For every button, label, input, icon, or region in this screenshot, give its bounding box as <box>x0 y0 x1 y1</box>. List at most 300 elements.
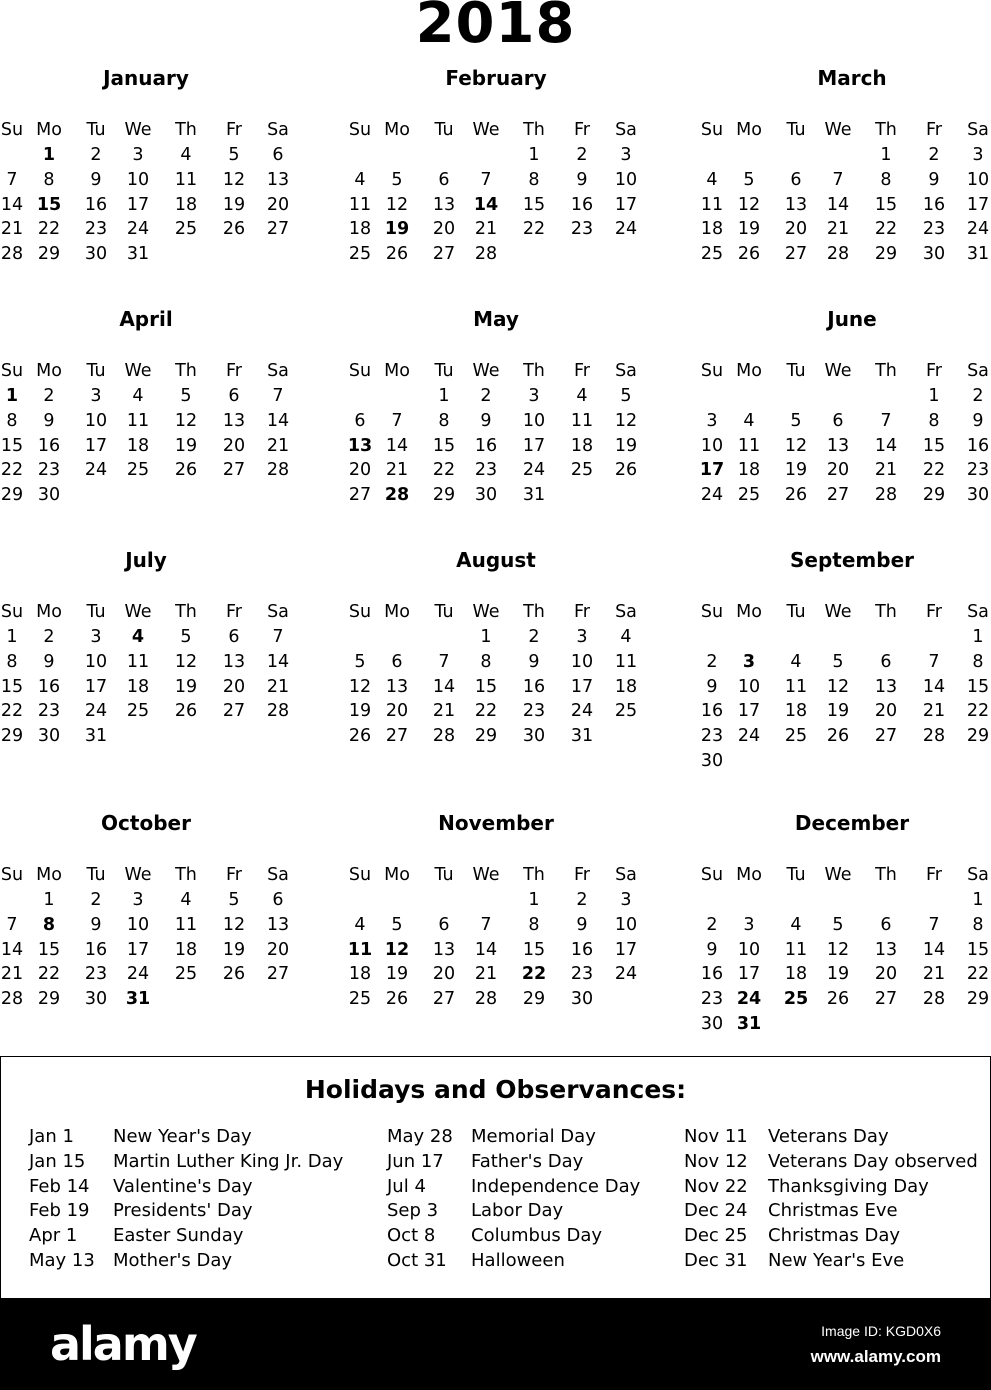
day-cell: 6 <box>391 651 403 672</box>
day-cell: 19 <box>737 219 761 240</box>
day-cell: 9 <box>43 410 55 431</box>
holiday-column <box>29 1125 344 1274</box>
holiday-date: Jan 15 <box>29 1150 86 1172</box>
day-cell: 7 <box>880 410 892 431</box>
day-cell: 23 <box>37 701 61 722</box>
day-cell: 18 <box>348 219 372 240</box>
day-cell: 29 <box>432 485 456 506</box>
weekday-label: Tu <box>786 865 806 885</box>
week-row <box>0 434 300 459</box>
day-cell: 21 <box>432 701 456 722</box>
holiday-date: Jan 1 <box>29 1126 74 1147</box>
day-cell: 9 <box>706 939 718 960</box>
day-cell: 3 <box>706 410 718 431</box>
day-cell: 25 <box>614 701 638 722</box>
day-cell: 22 <box>0 460 24 481</box>
day-cell: 7 <box>391 410 403 431</box>
day-cell: 10 <box>522 410 546 431</box>
weekday-label: Th <box>175 361 197 381</box>
day-cell: 29 <box>966 989 990 1010</box>
day-cell: 6 <box>880 914 892 935</box>
day-cell: 29 <box>874 244 898 265</box>
holiday-entry <box>387 1249 677 1274</box>
weekday-header <box>0 118 300 143</box>
day-cell: 20 <box>385 701 409 722</box>
day-cell: 4 <box>790 651 802 672</box>
day-cell: 17 <box>84 435 108 456</box>
day-cell: 6 <box>438 169 450 190</box>
day-cell: 15 <box>966 676 990 697</box>
day-cell: 14 <box>385 435 409 456</box>
day-cell: 17 <box>570 676 594 697</box>
holiday-date: Nov 11 <box>684 1126 748 1147</box>
weekday-label: We <box>124 602 152 622</box>
day-cell: 10 <box>737 939 761 960</box>
day-cell: 27 <box>385 726 409 747</box>
day-cell: 3 <box>132 890 144 910</box>
month-july <box>0 548 300 788</box>
day-cell: 28 <box>922 989 946 1010</box>
day-cell: 26 <box>222 219 246 240</box>
day-cell: 6 <box>790 169 802 190</box>
day-cell: 2 <box>972 386 984 406</box>
day-cell: 16 <box>84 939 108 960</box>
day-cell: 10 <box>737 676 761 697</box>
holiday-date: Nov 12 <box>684 1150 748 1172</box>
weekday-label: Sa <box>967 120 989 140</box>
day-cell: 6 <box>228 386 240 406</box>
weekday-label: Mo <box>36 602 62 622</box>
weekday-label: Th <box>875 865 897 885</box>
weekday-label: Su <box>0 602 24 622</box>
weekday-label: Th <box>875 602 897 622</box>
holiday-name: Easter Sunday <box>113 1225 244 1247</box>
day-cell: 20 <box>432 964 456 985</box>
day-cell: 12 <box>222 169 246 190</box>
day-cell: 5 <box>391 169 403 190</box>
day-cell: 3 <box>90 386 102 406</box>
day-cell: 4 <box>354 169 366 190</box>
holiday-name: Columbus Day <box>471 1225 603 1247</box>
weekday-label: Fr <box>926 361 942 381</box>
weekday-label: Sa <box>615 865 637 885</box>
week-row <box>700 913 991 938</box>
day-cell: 5 <box>832 651 844 672</box>
day-cell: 31 <box>966 244 990 265</box>
weekday-label: Mo <box>36 865 62 885</box>
day-cell: 27 <box>826 485 850 506</box>
holiday-date: Feb 19 <box>29 1200 90 1222</box>
day-cell: 24 <box>126 964 150 985</box>
week-row <box>700 143 991 168</box>
day-cell: 14 <box>0 939 24 960</box>
day-cell: 11 <box>174 914 198 935</box>
week-row <box>0 483 300 508</box>
day-cell: 9 <box>90 169 102 190</box>
weekday-label: Th <box>175 602 197 622</box>
day-cell: 26 <box>348 726 372 747</box>
day-cell: 29 <box>0 485 24 506</box>
day-cell: 11 <box>126 410 150 431</box>
week-row <box>348 242 648 267</box>
day-cell: 14 <box>874 435 898 456</box>
day-cell: 26 <box>614 460 638 481</box>
day-cell: 26 <box>737 244 761 265</box>
day-cell: 20 <box>826 460 850 481</box>
day-cell: 1 <box>528 145 540 165</box>
holiday-day-cell: 25 <box>783 989 809 1010</box>
holiday-entry <box>387 1175 677 1200</box>
day-cell: 6 <box>354 410 366 431</box>
weekday-label: Mo <box>384 361 410 381</box>
day-cell: 23 <box>570 964 594 985</box>
day-cell: 1 <box>972 890 984 910</box>
month-december <box>700 811 991 1051</box>
day-cell: 2 <box>43 386 55 406</box>
weekday-label: Fr <box>574 602 590 622</box>
week-row <box>700 409 991 434</box>
day-cell: 24 <box>84 460 108 481</box>
day-cell: 17 <box>966 194 990 215</box>
week-row <box>348 409 648 434</box>
weekday-label: Su <box>0 865 24 885</box>
day-cell: 6 <box>880 651 892 672</box>
day-cell: 4 <box>743 410 755 431</box>
day-cell: 8 <box>880 169 892 190</box>
week-row <box>700 384 991 409</box>
weekday-header <box>700 118 991 143</box>
weekday-label: Mo <box>384 120 410 140</box>
day-cell: 27 <box>222 701 246 722</box>
day-cell: 16 <box>700 964 724 985</box>
week-row <box>700 1012 991 1037</box>
month-name: August <box>456 548 536 572</box>
day-cell: 14 <box>0 194 24 215</box>
day-cell: 15 <box>37 939 61 960</box>
day-cell: 22 <box>474 701 498 722</box>
holiday-name: Christmas Eve <box>768 1200 898 1222</box>
day-cell: 20 <box>874 701 898 722</box>
day-cell: 25 <box>126 701 150 722</box>
day-cell: 10 <box>614 169 638 190</box>
day-cell: 13 <box>874 676 898 697</box>
weekday-header <box>348 863 648 888</box>
day-cell: 3 <box>620 890 632 910</box>
day-cell: 8 <box>6 651 18 672</box>
day-cell: 11 <box>174 169 198 190</box>
day-cell: 23 <box>522 701 546 722</box>
day-cell: 25 <box>700 244 724 265</box>
week-row <box>348 938 648 963</box>
week-row <box>348 650 648 675</box>
day-cell: 23 <box>700 989 724 1010</box>
holidays-title: Holidays and Observances: <box>304 1075 687 1104</box>
month-name: October <box>101 811 191 835</box>
holiday-name: Labor Day <box>471 1200 564 1222</box>
holiday-entry <box>29 1199 319 1224</box>
day-cell: 4 <box>132 386 144 406</box>
weekday-label: Fr <box>574 361 590 381</box>
day-cell: 1 <box>438 386 450 406</box>
holiday-name: Thanksgiving Day <box>768 1175 929 1197</box>
day-cell: 6 <box>272 890 284 910</box>
day-cell: 9 <box>928 169 940 190</box>
holiday-day-cell: 15 <box>36 194 62 215</box>
holiday-name: Valentine's Day <box>113 1175 253 1197</box>
weekday-label: Th <box>175 865 197 885</box>
weekday-label: Tu <box>786 361 806 381</box>
day-cell: 21 <box>385 460 409 481</box>
weekday-label: Fr <box>926 865 942 885</box>
day-cell: 11 <box>570 410 594 431</box>
day-cell: 30 <box>522 726 546 747</box>
day-cell: 1 <box>480 627 492 647</box>
day-cell: 13 <box>266 169 290 190</box>
holiday-date: Apr 1 <box>29 1225 78 1247</box>
week-row <box>700 699 991 724</box>
day-cell: 29 <box>37 989 61 1010</box>
day-cell: 16 <box>570 194 594 215</box>
month-november <box>348 811 648 1051</box>
week-row <box>0 650 300 675</box>
day-cell: 20 <box>222 435 246 456</box>
day-cell: 18 <box>784 964 808 985</box>
day-cell: 4 <box>790 914 802 935</box>
month-name: December <box>794 811 910 835</box>
weekday-label: Sa <box>267 120 289 140</box>
week-row <box>0 384 300 409</box>
day-cell: 16 <box>922 194 946 215</box>
day-cell: 22 <box>922 460 946 481</box>
day-cell: 4 <box>180 890 192 910</box>
day-cell: 9 <box>90 914 102 935</box>
day-cell: 17 <box>614 194 638 215</box>
month-august <box>348 548 648 788</box>
day-cell: 7 <box>6 169 18 190</box>
weekday-label: Tu <box>86 865 106 885</box>
holiday-day-cell: 4 <box>131 627 145 647</box>
day-cell: 8 <box>972 651 984 672</box>
week-row <box>0 409 300 434</box>
day-cell: 13 <box>266 914 290 935</box>
day-cell: 3 <box>972 145 984 165</box>
week-row <box>348 675 648 700</box>
day-cell: 2 <box>576 145 588 165</box>
day-cell: 12 <box>174 410 198 431</box>
day-cell: 15 <box>874 194 898 215</box>
day-cell: 12 <box>826 939 850 960</box>
week-row <box>0 193 300 218</box>
holiday-name: Independence Day <box>471 1175 641 1197</box>
day-cell: 21 <box>0 219 24 240</box>
day-cell: 13 <box>432 194 456 215</box>
holiday-entry <box>29 1175 319 1200</box>
day-cell: 6 <box>272 145 284 165</box>
day-cell: 7 <box>480 914 492 935</box>
weekday-label: Tu <box>434 120 454 140</box>
calendar-year-title: 2018 <box>415 0 576 56</box>
weekday-label: Su <box>348 602 372 622</box>
day-cell: 30 <box>966 485 990 506</box>
week-row <box>348 193 648 218</box>
day-cell: 27 <box>266 219 290 240</box>
holiday-day-cell: 28 <box>384 485 410 506</box>
day-cell: 15 <box>922 435 946 456</box>
weekday-label: Th <box>875 120 897 140</box>
weekday-label: We <box>824 120 852 140</box>
day-cell: 28 <box>826 244 850 265</box>
week-row <box>0 242 300 267</box>
day-cell: 13 <box>784 194 808 215</box>
day-cell: 19 <box>826 701 850 722</box>
day-cell: 22 <box>874 219 898 240</box>
day-cell: 5 <box>620 386 632 406</box>
weekday-label: Sa <box>267 602 289 622</box>
holidays-panel <box>0 1056 991 1301</box>
week-row <box>0 625 300 650</box>
weekday-label: We <box>824 361 852 381</box>
month-name: April <box>119 307 173 331</box>
day-cell: 17 <box>126 939 150 960</box>
day-cell: 3 <box>620 145 632 165</box>
week-row <box>348 888 648 913</box>
week-row <box>348 168 648 193</box>
holiday-name: Father's Day <box>471 1150 584 1172</box>
day-cell: 10 <box>966 169 990 190</box>
day-cell: 26 <box>826 989 850 1010</box>
day-cell: 15 <box>522 194 546 215</box>
site-url: www.alamy.com <box>810 1347 941 1366</box>
day-cell: 28 <box>922 726 946 747</box>
day-cell: 23 <box>37 460 61 481</box>
day-cell: 13 <box>874 939 898 960</box>
weekday-label: Su <box>348 120 372 140</box>
day-cell: 24 <box>84 701 108 722</box>
day-cell: 11 <box>700 194 724 215</box>
weekday-label: Th <box>523 361 545 381</box>
day-cell: 23 <box>84 219 108 240</box>
week-row <box>0 168 300 193</box>
month-name: July <box>125 548 167 572</box>
day-cell: 22 <box>37 964 61 985</box>
week-row <box>348 724 648 749</box>
day-cell: 30 <box>37 726 61 747</box>
holiday-name: Mother's Day <box>113 1249 233 1271</box>
weekday-header <box>348 359 648 384</box>
day-cell: 7 <box>438 651 450 672</box>
day-cell: 2 <box>928 145 940 165</box>
weekday-label: Th <box>523 120 545 140</box>
week-row <box>0 962 300 987</box>
day-cell: 4 <box>180 145 192 165</box>
day-cell: 16 <box>474 435 498 456</box>
weekday-label: Sa <box>615 120 637 140</box>
day-cell: 11 <box>737 435 761 456</box>
weekday-label: Su <box>700 602 724 622</box>
holiday-date: Dec 25 <box>684 1225 748 1247</box>
holiday-name: Veterans Day <box>768 1126 889 1147</box>
day-cell: 24 <box>737 726 761 747</box>
day-cell: 31 <box>570 726 594 747</box>
day-cell: 7 <box>928 651 940 672</box>
day-cell: 17 <box>614 939 638 960</box>
watermark-footer <box>0 1298 991 1390</box>
day-cell: 25 <box>174 219 198 240</box>
weekday-label: Fr <box>926 602 942 622</box>
day-cell: 8 <box>438 410 450 431</box>
weekday-label: Mo <box>736 602 762 622</box>
weekday-label: We <box>472 361 500 381</box>
week-row <box>348 217 648 242</box>
day-cell: 11 <box>784 939 808 960</box>
day-cell: 2 <box>480 386 492 406</box>
week-row <box>0 675 300 700</box>
day-cell: 20 <box>874 964 898 985</box>
day-cell: 29 <box>474 726 498 747</box>
day-cell: 26 <box>174 701 198 722</box>
holiday-entry <box>684 1125 974 1150</box>
weekday-label: Tu <box>434 602 454 622</box>
day-cell: 9 <box>528 651 540 672</box>
holiday-entry <box>684 1249 974 1274</box>
day-cell: 25 <box>737 485 761 506</box>
day-cell: 19 <box>826 964 850 985</box>
weekday-label: Mo <box>736 361 762 381</box>
week-row <box>0 699 300 724</box>
day-cell: 13 <box>222 651 246 672</box>
holiday-day-cell: 24 <box>736 989 762 1010</box>
day-cell: 29 <box>522 989 546 1010</box>
weekday-label: Fr <box>926 120 942 140</box>
month-name: June <box>827 307 877 331</box>
day-cell: 23 <box>474 460 498 481</box>
day-cell: 18 <box>348 964 372 985</box>
day-cell: 1 <box>972 627 984 647</box>
day-cell: 20 <box>266 194 290 215</box>
day-cell: 8 <box>480 651 492 672</box>
day-cell: 7 <box>480 169 492 190</box>
day-cell: 2 <box>576 890 588 910</box>
day-cell: 5 <box>180 386 192 406</box>
holiday-day-cell: 12 <box>384 939 410 960</box>
week-row <box>0 458 300 483</box>
day-cell: 17 <box>737 701 761 722</box>
weekday-label: Mo <box>36 361 62 381</box>
day-cell: 30 <box>474 485 498 506</box>
day-cell: 28 <box>474 244 498 265</box>
month-september <box>700 548 991 788</box>
holiday-entry <box>387 1199 677 1224</box>
day-cell: 11 <box>784 676 808 697</box>
month-february <box>348 66 648 306</box>
day-cell: 4 <box>620 627 632 647</box>
day-cell: 27 <box>874 726 898 747</box>
day-cell: 8 <box>43 169 55 190</box>
weekday-label: Sa <box>967 865 989 885</box>
month-name: January <box>103 66 189 90</box>
day-cell: 4 <box>354 914 366 935</box>
day-cell: 13 <box>385 676 409 697</box>
weekday-header <box>0 600 300 625</box>
day-cell: 14 <box>474 939 498 960</box>
day-cell: 8 <box>528 914 540 935</box>
day-cell: 17 <box>522 435 546 456</box>
day-cell: 28 <box>0 244 24 265</box>
week-row <box>348 143 648 168</box>
holiday-entry <box>387 1125 677 1150</box>
month-april <box>0 307 300 547</box>
month-name: September <box>790 548 914 572</box>
